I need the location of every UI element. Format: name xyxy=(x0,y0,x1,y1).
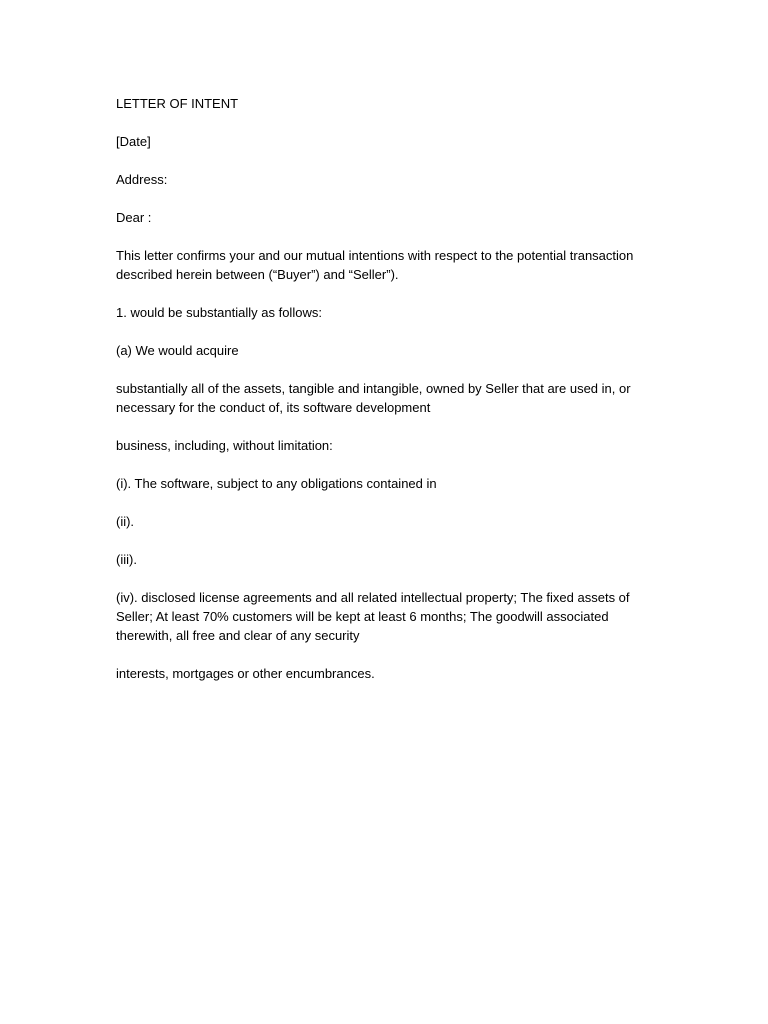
clause-1a: (a) We would acquire xyxy=(116,343,239,358)
business-paragraph: business, including, without limitation: xyxy=(116,438,333,453)
intro-paragraph: This letter confirms your and our mutual intentions with respect to the potential transaction described herein between (“Buyer”) and “Seller”). xyxy=(116,248,634,282)
item-iii: (iii). xyxy=(116,552,137,567)
date-placeholder: [Date] xyxy=(116,134,151,149)
assets-paragraph: substantially all of the assets, tangible and intangible, owned by Seller that are used in, or necessary for the conduct of, its software development xyxy=(116,381,631,415)
letter-title: LETTER OF INTENT xyxy=(116,96,239,111)
letter-body xyxy=(116,94,646,702)
item-ii: (ii). xyxy=(116,514,135,529)
clause-1: 1. would be substantially as follows: xyxy=(116,305,322,320)
encumbrances-paragraph: interests, mortgages or other encumbrances. xyxy=(116,666,375,681)
salutation: Dear : xyxy=(116,210,152,225)
address-label: Address: xyxy=(116,172,168,187)
item-i: (i). The software, subject to any obligations contained in xyxy=(116,476,437,491)
item-iv: (iv). disclosed license agreements and all related intellectual property; The fixed assets of Seller; At least 70% customers will be kept at least 6 months; The goodwill associated therewith, all free and clear of any security xyxy=(116,590,630,643)
